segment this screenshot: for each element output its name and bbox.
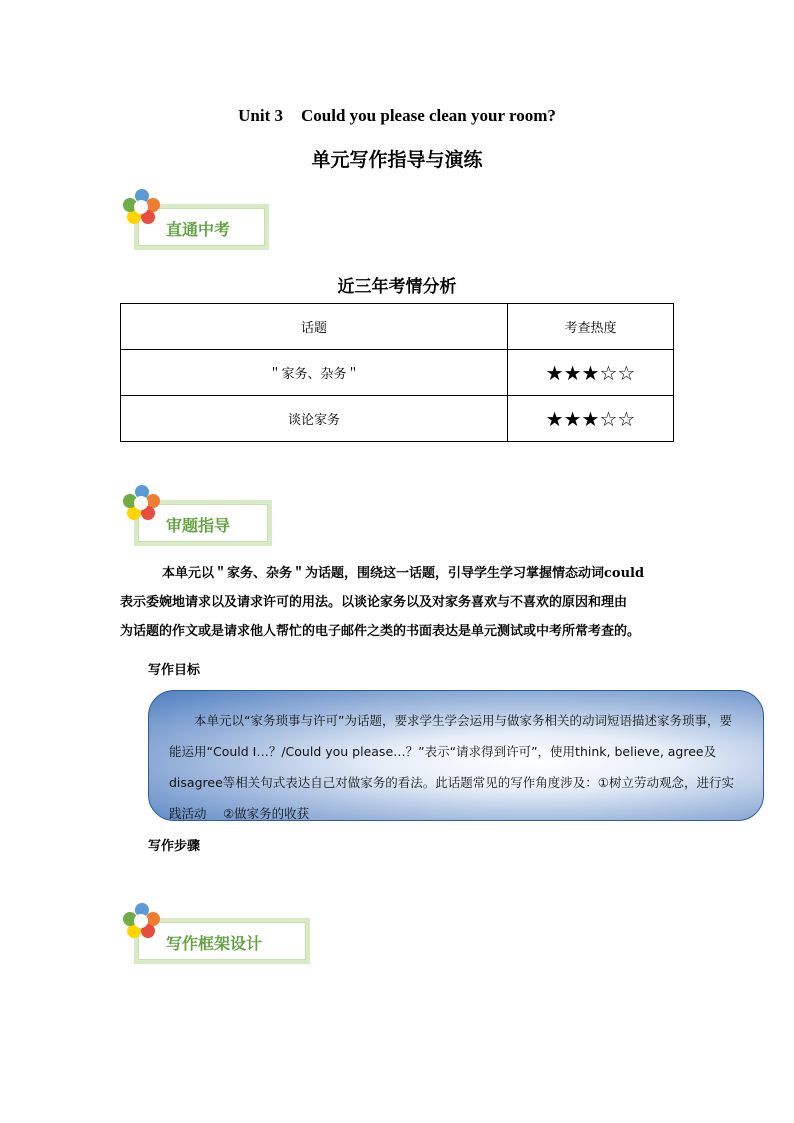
section-title-kuangjia: 写作框架设计 bbox=[166, 934, 263, 953]
star-rating: ★★★☆☆ bbox=[508, 396, 674, 442]
flower-icon bbox=[120, 482, 164, 526]
section-banner-kuangjia bbox=[120, 900, 320, 972]
table-row bbox=[121, 350, 674, 396]
exam-analysis-table bbox=[120, 303, 674, 442]
section-banner-zhitong bbox=[120, 186, 280, 258]
guide-line: 表示委婉地请求以及请求许可的用法。以谈论家务以及对家务喜欢与不喜欢的原因和理由 bbox=[120, 595, 628, 610]
guide-paragraph bbox=[120, 559, 680, 646]
section-title-zhitong: 直通中考 bbox=[166, 220, 231, 239]
flower-icon bbox=[120, 900, 164, 944]
unit-number: Unit 3 bbox=[238, 106, 283, 125]
guide-line: 本单元以＂家务、杂务＂为话题，围绕这一话题，引导学生学习掌握情态动词could bbox=[162, 566, 645, 581]
topic-cell: 谈论家务 bbox=[121, 396, 508, 442]
page-subtitle: 单元写作指导与演练 bbox=[311, 149, 483, 171]
flower-icon bbox=[120, 186, 164, 230]
unit-title-text: Could you please clean your room? bbox=[301, 106, 556, 125]
table-header-row bbox=[121, 304, 674, 350]
steps-label: 写作步骤 bbox=[148, 839, 201, 854]
table-row bbox=[121, 396, 674, 442]
goal-text: 本单元以“家务琐事与许可”为话题，要求学生学会运用与做家务相关的动词短语描述家务琐事，要能运用“Could I…？/Could you please…？”表示“请求得到许可”，使用think, believe, agree及 disagree等相关句式表达自己对做家务的看法。此话题常见的写作角度涉及：①树立劳动观念，进行实践活动 ②做家务的收获 bbox=[169, 713, 734, 821]
header-topic: 话题 bbox=[121, 304, 508, 350]
topic-cell: ＂家务、杂务＂ bbox=[121, 350, 508, 396]
goal-box bbox=[148, 690, 764, 821]
guide-line: 为话题的作文或是请求他人帮忙的电子邮件之类的书面表达是单元测试或中考所常考查的。 bbox=[120, 624, 641, 639]
star-rating: ★★★☆☆ bbox=[508, 350, 674, 396]
section-banner-shenti bbox=[120, 482, 280, 554]
section-title-shenti: 审题指导 bbox=[166, 516, 231, 535]
goal-label: 写作目标 bbox=[148, 663, 201, 678]
header-heat: 考查热度 bbox=[508, 304, 674, 350]
unit-title bbox=[0, 106, 794, 126]
table-title: 近三年考情分析 bbox=[337, 277, 457, 297]
